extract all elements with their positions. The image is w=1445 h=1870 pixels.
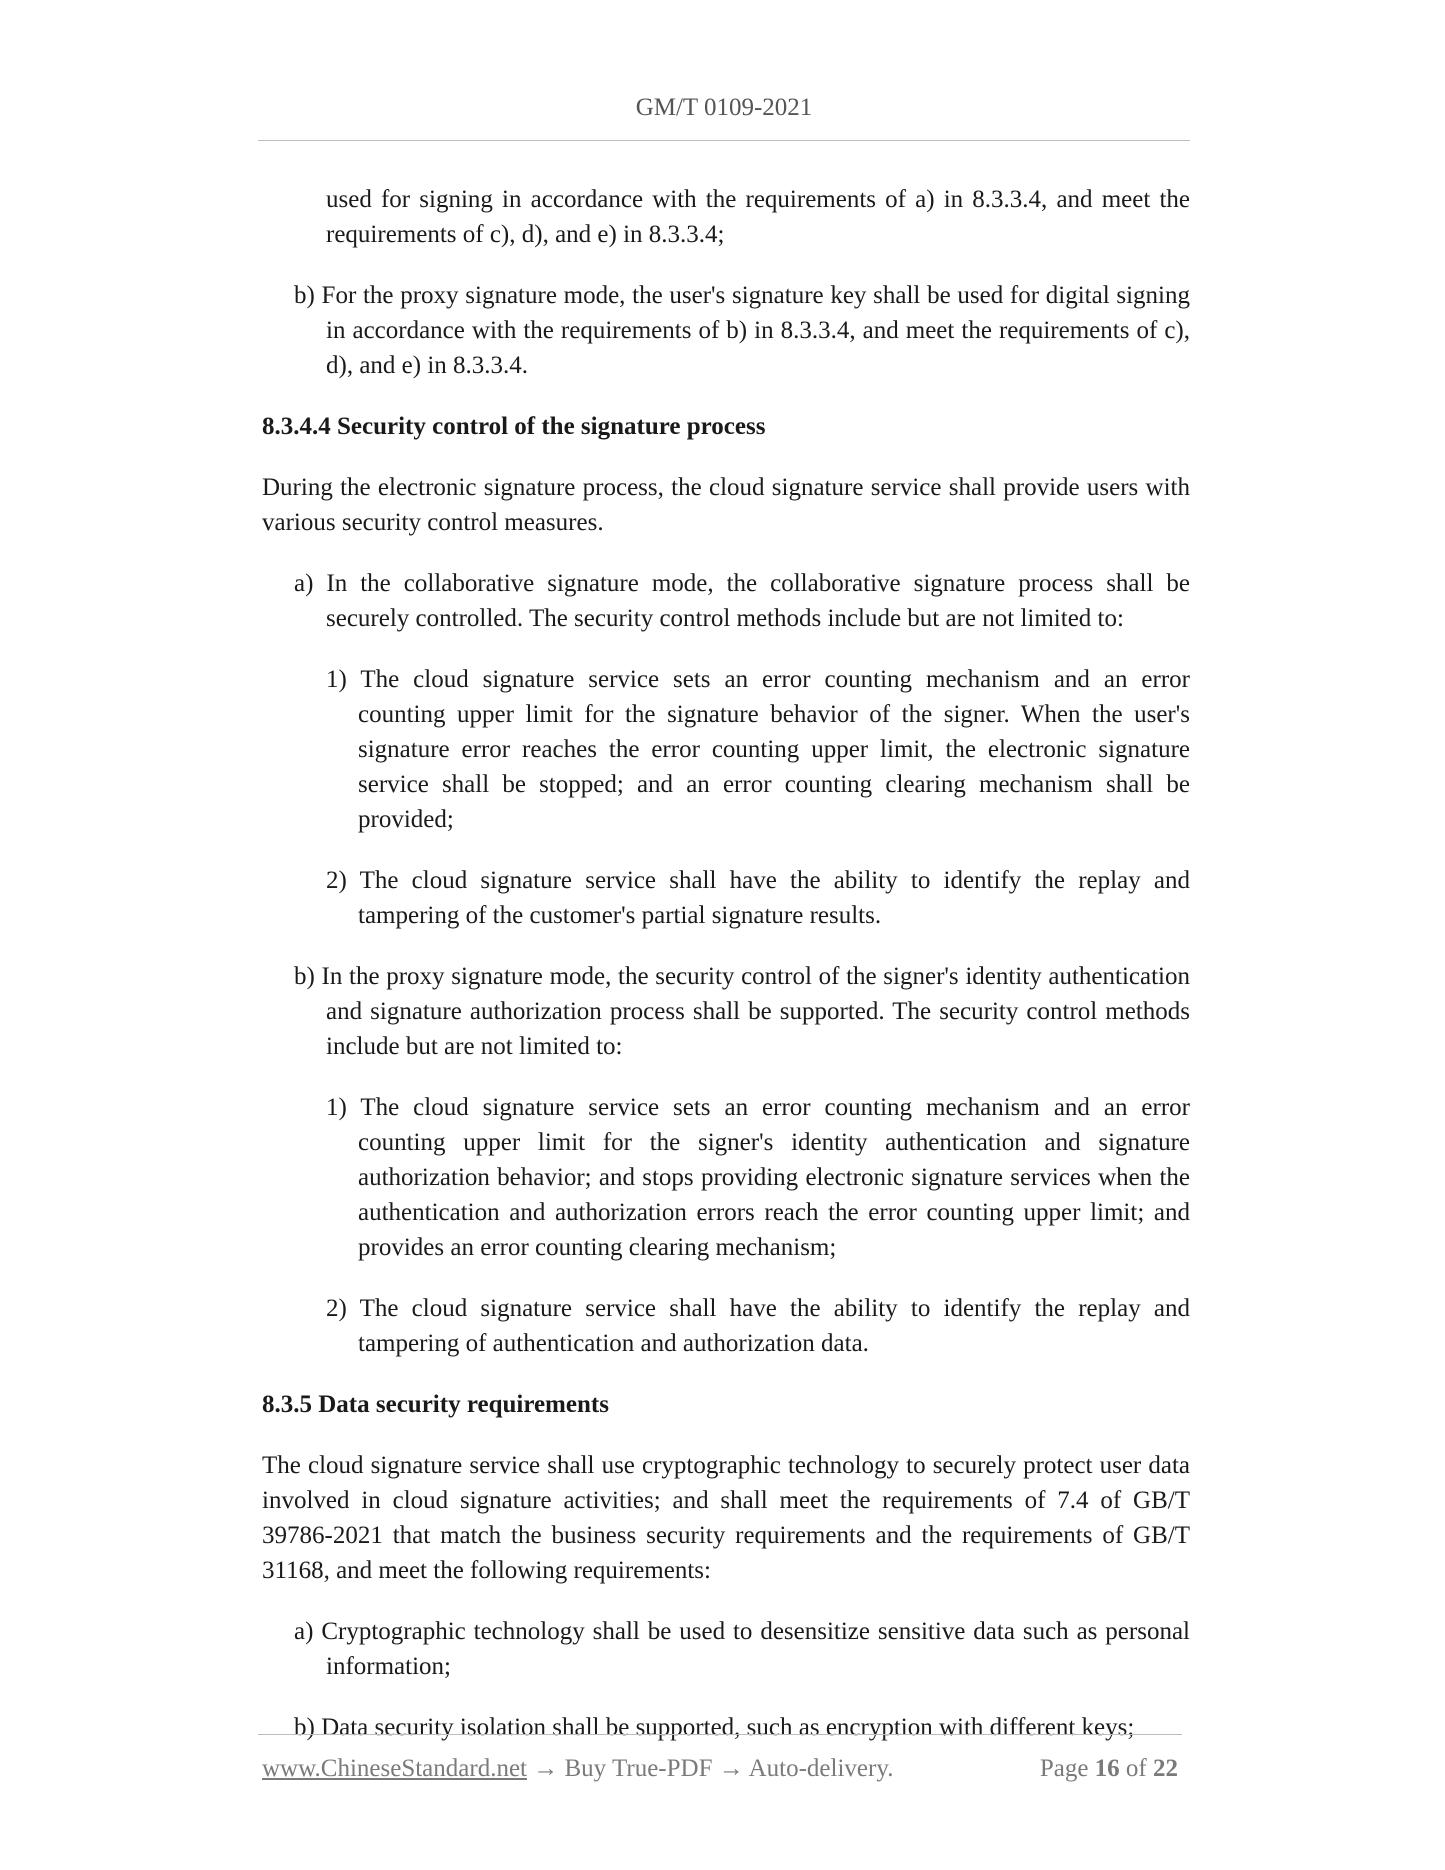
page-total: 22 bbox=[1153, 1755, 1178, 1782]
list-item-a-desensitize: a) Cryptographic technology shall be used to desensitize sensitive data such as personal information; bbox=[294, 1618, 1190, 1680]
of-label: of bbox=[1125, 1755, 1147, 1782]
page-footer bbox=[262, 1755, 1182, 1789]
auto-delivery-text: Auto-delivery. bbox=[748, 1755, 894, 1782]
header-divider bbox=[258, 140, 1190, 141]
arrow-right-icon: → bbox=[718, 1755, 744, 1782]
list-item-b-isolation: b) Data security isolation shall be supported, such as encryption with different keys; bbox=[294, 1714, 1135, 1741]
page-content bbox=[262, 182, 1190, 1771]
footer-divider bbox=[258, 1734, 1182, 1735]
document-id-header: GM/T 0109-2021 bbox=[635, 94, 813, 121]
page-current: 16 bbox=[1094, 1755, 1120, 1782]
list-item-a-collaborative: a) In the collaborative signature mode, the collaborative signature process shall be securely controlled. The security control methods include but are not limited to: bbox=[294, 570, 1190, 632]
paragraph-cloud-service: The cloud signature service shall use cryptographic technology to securely protect user data involved in cloud signature activities; and shall meet the requirements of 7.4 of GB/T 39786-2021 that match the business security requirements and the requirements of GB/T 31168, and meet the following requirements: bbox=[262, 1452, 1190, 1584]
list-item-b-proxy: b) In the proxy signature mode, the security control of the signer's identity authentication and signature authorization process shall be supported. The security control methods include but are not limited to: bbox=[294, 963, 1190, 1060]
page-label: Page bbox=[1039, 1755, 1089, 1782]
section-heading-835: 8.3.5 Data security requirements bbox=[262, 1391, 609, 1418]
sub-item-b1: 1) The cloud signature service sets an error counting mechanism and an error counting upper limit for the signer's identity authentication and signature authorization behavior; and stops providing electronic signature services when the authentication and authorization errors reach the error counting upper limit; and provides an error counting clearing mechanism; bbox=[326, 1094, 1190, 1261]
sub-item-b2: 2) The cloud signature service shall have the ability to identify the replay and tampering of authentication and authorization data. bbox=[326, 1295, 1190, 1357]
continued-paragraph: used for signing in accordance with the requirements of a) in 8.3.3.4, and meet the requirements of c), d), and e) in 8.3.3.4; bbox=[326, 186, 1190, 248]
section-heading-8344: 8.3.4.4 Security control of the signature process bbox=[262, 413, 766, 440]
list-item-b-proxy-mode: b) For the proxy signature mode, the user's signature key shall be used for digital signing in accordance with the requirements of b) in 8.3.3.4, and meet the requirements of c), d), and e) in 8.3.3.4. bbox=[294, 282, 1190, 379]
sub-item-a2: 2) The cloud signature service shall have the ability to identify the replay and tampering of the customer's partial signature results. bbox=[326, 867, 1190, 929]
footer-promo bbox=[262, 1755, 893, 1783]
arrow-right-icon: → bbox=[533, 1755, 559, 1782]
site-link[interactable]: www.ChineseStandard.net bbox=[262, 1755, 527, 1782]
page-number bbox=[1040, 1755, 1178, 1783]
sub-item-a1: 1) The cloud signature service sets an error counting mechanism and an error counting upper limit for the signature behavior of the signer. When the user's signature error reaches the error counting upper limit, the electronic signature service shall be stopped; and an error counting clearing mechanism shall be provided; bbox=[326, 666, 1190, 833]
buy-pdf-text: Buy True-PDF bbox=[564, 1755, 713, 1782]
paragraph-during: During the electronic signature process, the cloud signature service shall provide users with various security control measures. bbox=[262, 474, 1190, 536]
